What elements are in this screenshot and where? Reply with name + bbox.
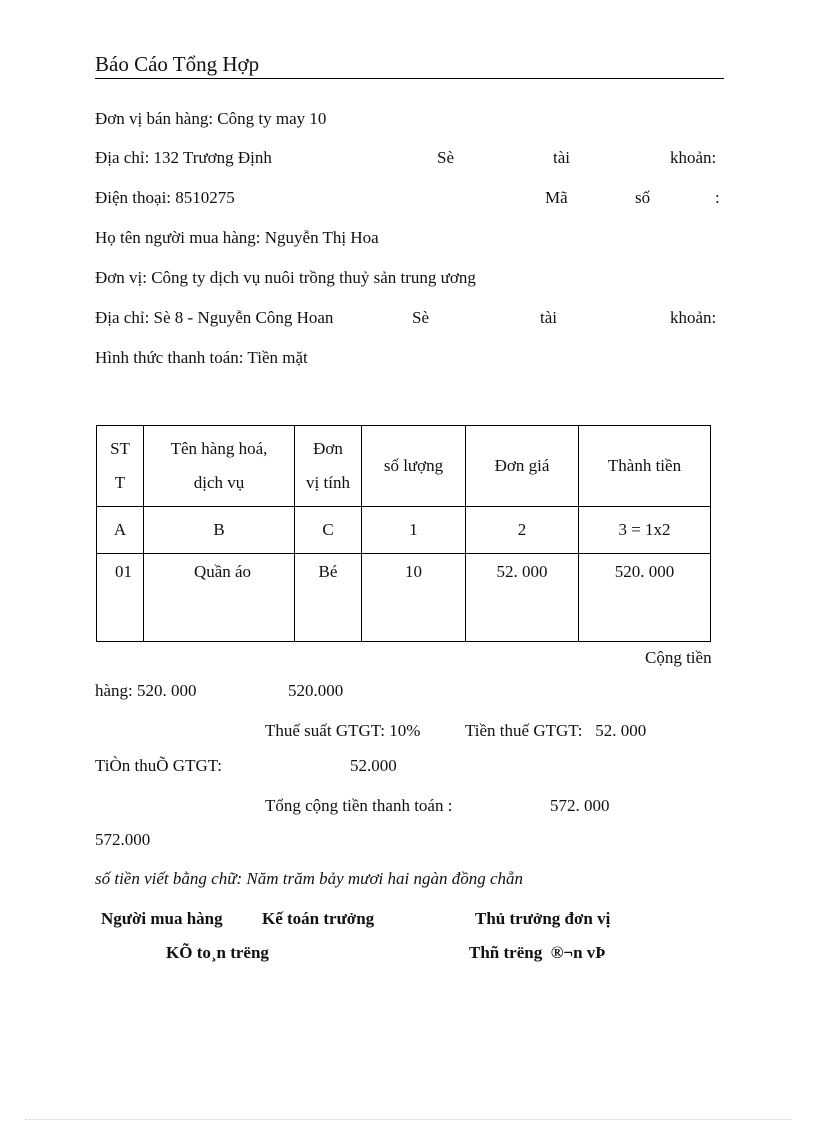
tax-code-word-2: số	[635, 188, 651, 207]
header-cell-unit	[295, 426, 362, 507]
row-amount: 520. 000	[579, 554, 711, 642]
page-header-title: Báo Cáo Tổng Hợp	[95, 52, 260, 76]
header-cell-quantity	[362, 426, 466, 507]
table-row	[97, 554, 711, 642]
buyer-account-word-2: tài	[540, 308, 557, 327]
seller-account-word-3: khoản:	[670, 148, 717, 167]
row-price: 52. 000	[466, 554, 579, 642]
buyer-account-word-1: Sè	[412, 308, 429, 327]
tax-code-word-3: :	[715, 188, 720, 207]
seller-address-line: Địa chỉ: 132 Trương Định	[95, 148, 272, 167]
code-cell: A	[97, 507, 144, 554]
header-cell-name	[144, 426, 295, 507]
seller-account-word-2: tài	[553, 148, 570, 167]
header-stt-line-2: T	[114, 473, 126, 492]
header-cell-stt	[97, 426, 144, 507]
signature-buyer: Người mua hàng	[101, 909, 223, 928]
header-cell-price	[466, 426, 579, 507]
signature-head: Thủ trưởng đơn vị	[475, 909, 611, 928]
table-header-row	[97, 426, 711, 507]
row-stt: 01	[97, 554, 144, 642]
code-cell: B	[144, 507, 295, 554]
tax-code-word-1: Mã	[545, 188, 568, 207]
seller-account-word-1: Sè	[437, 148, 454, 167]
header-amount-label: Thành tiền	[607, 456, 682, 475]
vat-rate: Thuế suất GTGT: 10%	[265, 721, 421, 740]
buyer-name-line: Họ tên người mua hàng: Nguyễn Thị Hoa	[95, 228, 379, 247]
signature-head-garbled: Thñ trëng ®¬n vÞ	[469, 943, 606, 962]
code-cell: C	[295, 507, 362, 554]
row-quantity: 10	[362, 554, 466, 642]
table-code-row	[97, 507, 711, 554]
code-cell: 3 = 1x2	[579, 507, 711, 554]
payment-line: Hình thức thanh toán: Tiền mặt	[95, 348, 308, 367]
header-cell-amount	[579, 426, 711, 507]
goods-table	[96, 425, 711, 642]
vat-label-garbled: TiÒn thuÕ GTGT:	[95, 756, 222, 775]
phone-line: Điện thoại: 8510275	[95, 188, 235, 207]
page-bottom-divider	[25, 1119, 791, 1120]
buyer-unit-line: Đơn vị: Công ty dịch vụ nuôi trồng thuỷ sản trung ương	[95, 268, 476, 287]
header-name-line-2: dịch vụ	[193, 473, 245, 492]
header-unit-line-1: Đơn	[313, 439, 343, 458]
code-cell: 1	[362, 507, 466, 554]
header-stt-line-1: ST	[110, 439, 130, 458]
header-unit-line-2: vị tính	[306, 473, 350, 492]
goods-total-label-b: hàng: 520. 000	[95, 681, 197, 700]
goods-total-label-a: Cộng tiền	[645, 648, 712, 667]
row-unit: Bé	[295, 554, 362, 642]
header-rule	[95, 78, 724, 79]
code-cell: 2	[466, 507, 579, 554]
header-quantity-label: số lượng	[383, 456, 444, 475]
grand-total-amount: 572. 000	[550, 796, 610, 815]
header-name-line-1: Tên hàng hoá,	[170, 439, 268, 458]
grand-total-value: 572.000	[95, 830, 151, 849]
grand-total-label: Tổng cộng tiền thanh toán :	[265, 796, 453, 815]
vat-amount: Tiền thuế GTGT: 52. 000	[465, 721, 647, 740]
row-item-name: Quần áo	[144, 554, 295, 642]
seller-line: Đơn vị bán hàng: Công ty may 10	[95, 109, 327, 128]
buyer-address-line: Địa chỉ: Sè 8 - Nguyễn Công Hoan	[95, 308, 334, 327]
header-price-label: Đơn giá	[494, 456, 550, 475]
amount-in-words: số tiền viết bằng chữ: Năm trăm bảy mươi hai ngàn đồng chẵn	[95, 869, 524, 888]
signature-accountant: Kế toán trưởng	[262, 909, 375, 928]
goods-total-value: 520.000	[288, 681, 344, 700]
buyer-account-word-3: khoản:	[670, 308, 717, 327]
signature-accountant-garbled: KÕ to¸n trëng	[166, 943, 269, 962]
vat-value: 52.000	[350, 756, 397, 775]
